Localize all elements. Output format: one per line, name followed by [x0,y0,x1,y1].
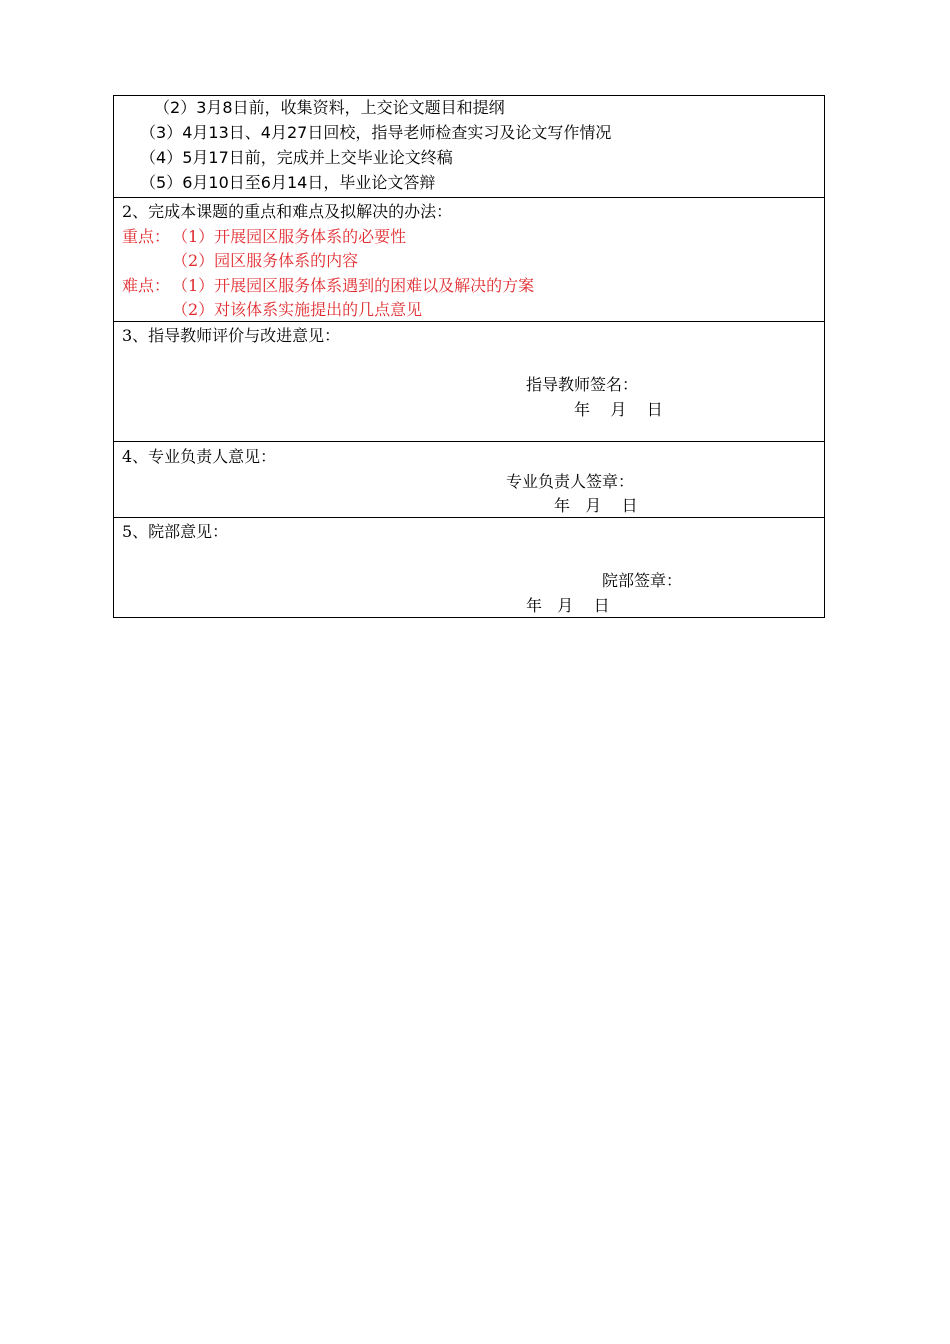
schedule-item: （2）3月8日前，收集资料，上交论文题目和提纲 [154,98,505,117]
department-section [114,517,824,617]
schedule-section [114,96,824,197]
difficulty-item: （2）对该体系实施提出的几点意见 [172,300,423,319]
advisor-section [114,321,824,441]
section-heading: 4、专业负责人意见： [122,447,277,466]
department-signature-label: 院部签章： [602,571,683,590]
difficulty-label: 难点： [122,276,171,295]
section-heading: 5、院部意见： [122,522,229,541]
difficulty-item: （1）开展园区服务体系遇到的困难以及解决的方案 [172,276,535,295]
section-heading: 3、指导教师评价与改进意见： [122,326,341,345]
major-head-signature-label: 专业负责人签章： [506,472,635,491]
advisor-date: 年 月 日 [574,400,663,419]
focus-label: 重点： [122,227,171,246]
department-date: 年 月 日 [526,596,610,615]
key-points-section [114,197,824,321]
schedule-item: （4）5月17日前，完成并上交毕业论文终稿 [140,148,453,167]
advisor-signature-label: 指导教师签名： [526,375,639,394]
form-table [113,95,825,618]
focus-item: （2）园区服务体系的内容 [172,251,359,270]
major-head-section [114,441,824,517]
section-heading: 2、完成本课题的重点和难点及拟解决的办法： [122,202,453,221]
focus-item: （1）开展园区服务体系的必要性 [172,227,407,246]
schedule-item: （3）4月13日、4月27日回校，指导老师检查实习及论文写作情况 [140,123,612,142]
major-head-date: 年 月 日 [554,496,638,515]
schedule-item: （5）6月10日至6月14日，毕业论文答辩 [140,173,436,192]
